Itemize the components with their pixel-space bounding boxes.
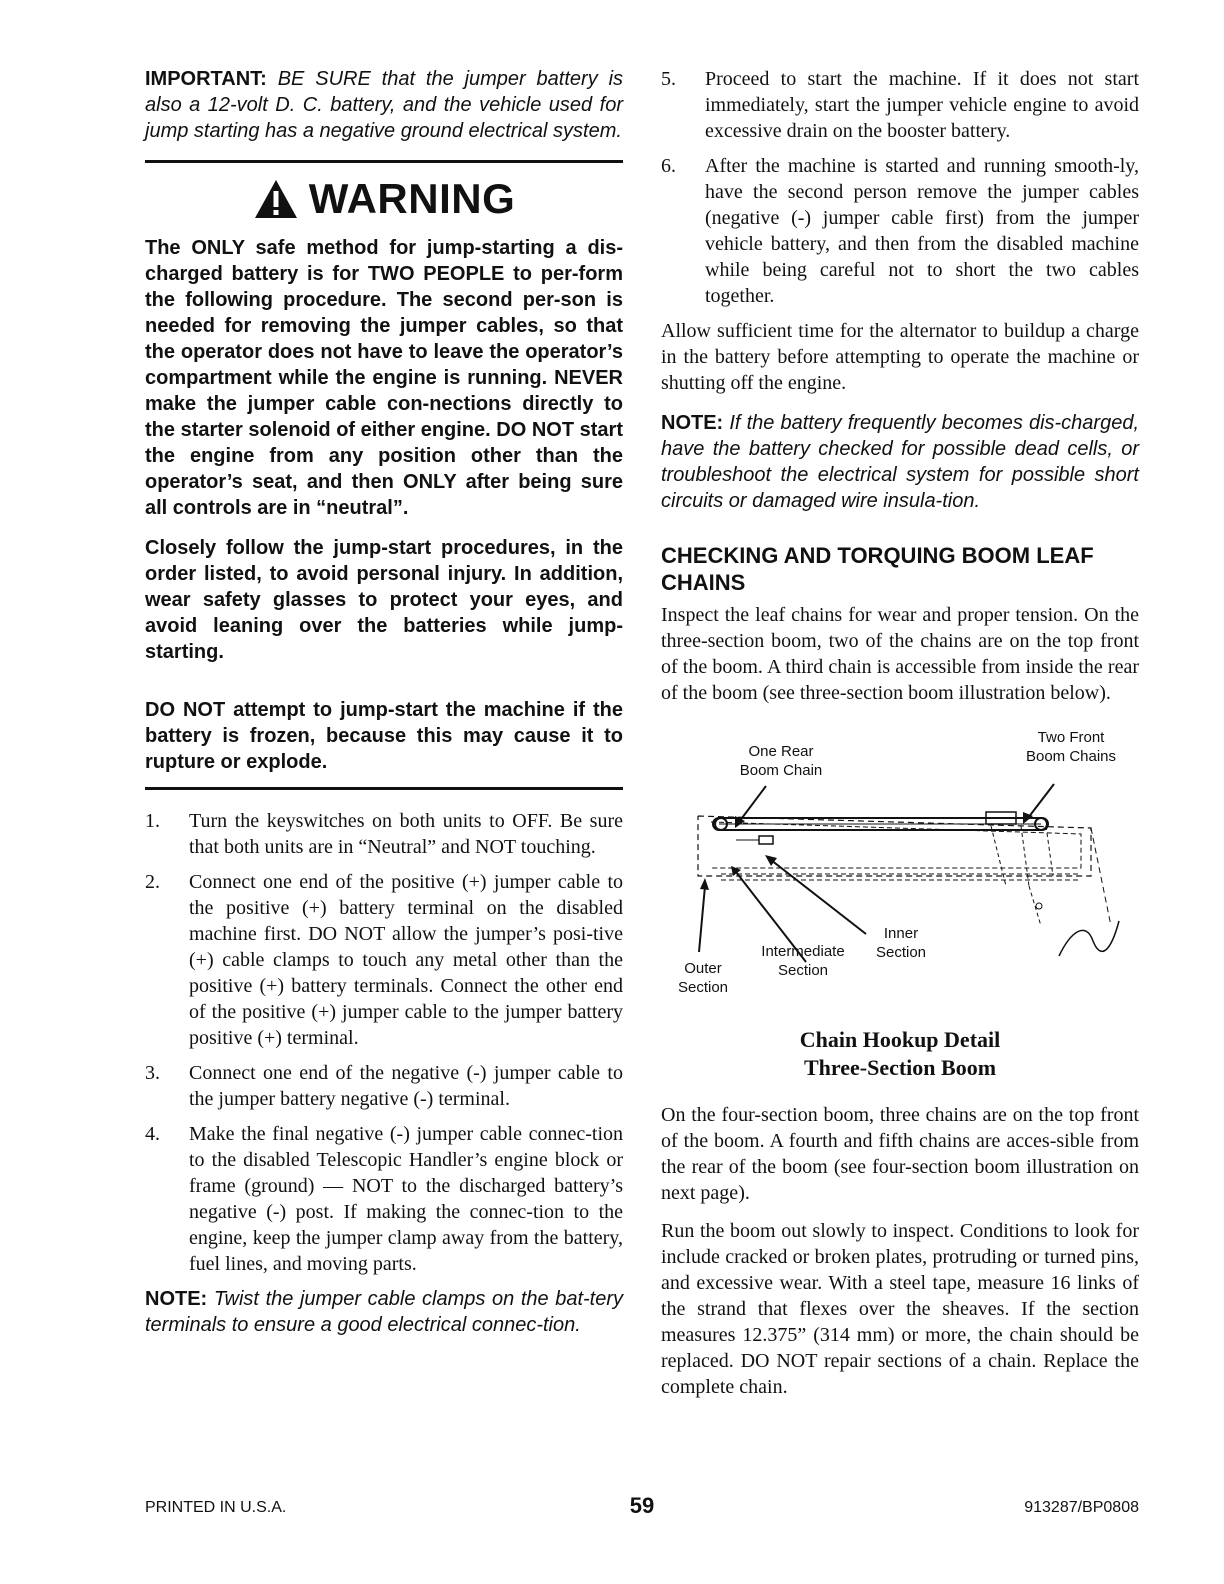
list-item [661, 66, 1139, 144]
label-line: Intermediate [761, 943, 845, 960]
list-item [145, 869, 623, 1051]
warning-header [145, 177, 623, 221]
page-footer [145, 1493, 1139, 1527]
left-column [145, 66, 623, 1338]
list-item [661, 153, 1139, 309]
page-number: 59 [629, 1493, 655, 1518]
four-section-paragraph: On the four-section boom, three chains are on the top front of the boom. A fourth and fifth chains are acces-sible from the rear of the boom (see four-section boom illustration on next page). [661, 1104, 1139, 1204]
step-number: 4. [145, 1123, 160, 1145]
warning-top-rule [145, 160, 623, 163]
warning-paragraph-1: The ONLY safe method for jump-starting a dis-charged battery is for TWO PEOPLE to per-form the following procedure. The second per-son is needed for removing the jumper cables, so that the operator does not have to leave the operator’s compartment while the engine is running. NEVER make the jumper cable con-nections directly to the starter solenoid of either engine. DO NOT start the engine from any position other than the operator’s seat, and then ONLY after being sure all controls are in “neutral”. [145, 237, 623, 519]
label-line: One Rear [748, 743, 814, 760]
warning-paragraph-3: DO NOT attempt to jump-start the machine if the battery is frozen, because this may cause it to rupture or explode. [145, 699, 623, 773]
label-inner-section [856, 924, 946, 962]
caption-line-1: Chain Hookup Detail [799, 1027, 1001, 1052]
label-line: Section [777, 962, 829, 979]
step-number: 1. [145, 810, 160, 832]
label-line: Inner [883, 925, 919, 942]
list-item [145, 1121, 623, 1277]
warning-title: WARNING [308, 175, 516, 222]
chain-hookup-diagram [661, 726, 1139, 1026]
right-column [661, 66, 1139, 1400]
document-code: 913287/BP0808 [1024, 1499, 1139, 1516]
label-line: Section [875, 944, 927, 961]
step-text: Connect one end of the negative (-) jumper cable to the jumper battery negative (-) terminal. [189, 1062, 623, 1110]
inspect-paragraph: Inspect the leaf chains for wear and proper tension. On the three-section boom, two of the chains are on the top front of the boom. A third chain is accessible from inside the rear of the boom (see three-section boom illustration below). [661, 604, 1139, 704]
diagram-caption [661, 1026, 1139, 1082]
step-number: 2. [145, 871, 160, 893]
step-text: Make the final negative (-) jumper cable connec-tion to the disabled Telescopic Handler’s engine block or frame (ground) — NOT to the discharged battery’s negative (-) post. If making the connec-tion to the engine, keep the jumper clamp away from the battery, fuel lines, and moving parts. [189, 1123, 623, 1275]
note-paragraph-right [661, 410, 1139, 514]
label-line: Two Front [1037, 729, 1105, 746]
caption-line-2: Three-Section Boom [803, 1055, 997, 1080]
label-outer-section [661, 959, 745, 997]
label-line: Section [677, 979, 729, 996]
important-paragraph [145, 66, 623, 144]
footer-printed: PRINTED IN U.S.A. [145, 1499, 287, 1516]
section-title: CHECKING AND TORQUING BOOM LEAF CHAINS [661, 543, 1094, 595]
list-item [145, 1060, 623, 1112]
note-label: NOTE: [145, 1288, 208, 1310]
label-two-front-boom-chains [1016, 728, 1126, 766]
note-label: NOTE: [661, 412, 724, 434]
step-text: Turn the keyswitches on both units to OFF. Be sure that both units are in “Neutral” and NOT touching. [189, 810, 623, 858]
warning-paragraph-2: Closely follow the jump-start procedures, in the order listed, to avoid personal injury. In addition, wear safety glasses to protect your eyes, and avoid leaning over the batteries while jump-starting. [145, 537, 623, 663]
list-item [145, 808, 623, 860]
label-intermediate-section [751, 942, 855, 980]
steps-list-left [145, 808, 623, 1277]
important-label: IMPORTANT: [145, 68, 267, 90]
step-number: 5. [661, 68, 676, 90]
note-paragraph-left [145, 1286, 623, 1338]
note-text: Twist the jumper cable clamps on the bat-tery terminals to ensure a good electrical connec-tion. [145, 1288, 623, 1336]
note-text: If the battery frequently becomes dis-charged, have the battery checked for possible dead cells, or troubleshoot the electrical system for possible short circuits or damaged wire insula-tion. [661, 412, 1140, 512]
label-one-rear-boom-chain [731, 742, 831, 780]
run-boom-paragraph: Run the boom out slowly to inspect. Conditions to look for include cracked or broken plates, protruding or turned pins, and excessive wear. With a steel tape, measure 16 links of the strand that flexes over the sheaves. If the section measures 12.375” (314 mm) or more, the chain should be replaced. DO NOT repair sections of a chain. Replace the complete chain. [661, 1220, 1139, 1398]
warning-bottom-rule [145, 787, 623, 790]
step-number: 6. [661, 155, 676, 177]
step-text: Proceed to start the machine. If it does not start immediately, start the jumper vehicle engine to avoid excessive drain on the booster battery. [705, 68, 1139, 142]
step-text: Connect one end of the positive (+) jumper cable to the positive (+) battery terminal on the disabled machine first. DO NOT allow the jumper’s posi-tive (+) cable clamps to touch any metal other than the positive (+) battery terminals. Connect the other end of the positive (+) jumper cable to the jumper battery positive (+) terminal. [189, 871, 623, 1049]
important-text: BE SURE that the jumper battery is also a 12-volt D. C. battery, and the vehicle used for jump starting has a negative ground electrical system. [145, 68, 624, 142]
steps-list-right [661, 66, 1139, 309]
allow-paragraph: Allow sufficient time for the alternator to buildup a charge in the battery before attempting to operate the machine or shutting off the engine. [661, 320, 1139, 394]
label-line: Boom Chain [739, 762, 823, 779]
label-line: Boom Chains [1025, 748, 1117, 765]
step-number: 3. [145, 1062, 160, 1084]
warning-triangle-icon [253, 178, 299, 220]
label-line: Outer [684, 960, 722, 977]
step-text: After the machine is started and running smooth-ly, have the second person remove the jumper cables (negative (-) jumper cable first) from the jumper vehicle battery, and then from the disabled machine while being careful not to short the two cables together. [705, 155, 1139, 307]
